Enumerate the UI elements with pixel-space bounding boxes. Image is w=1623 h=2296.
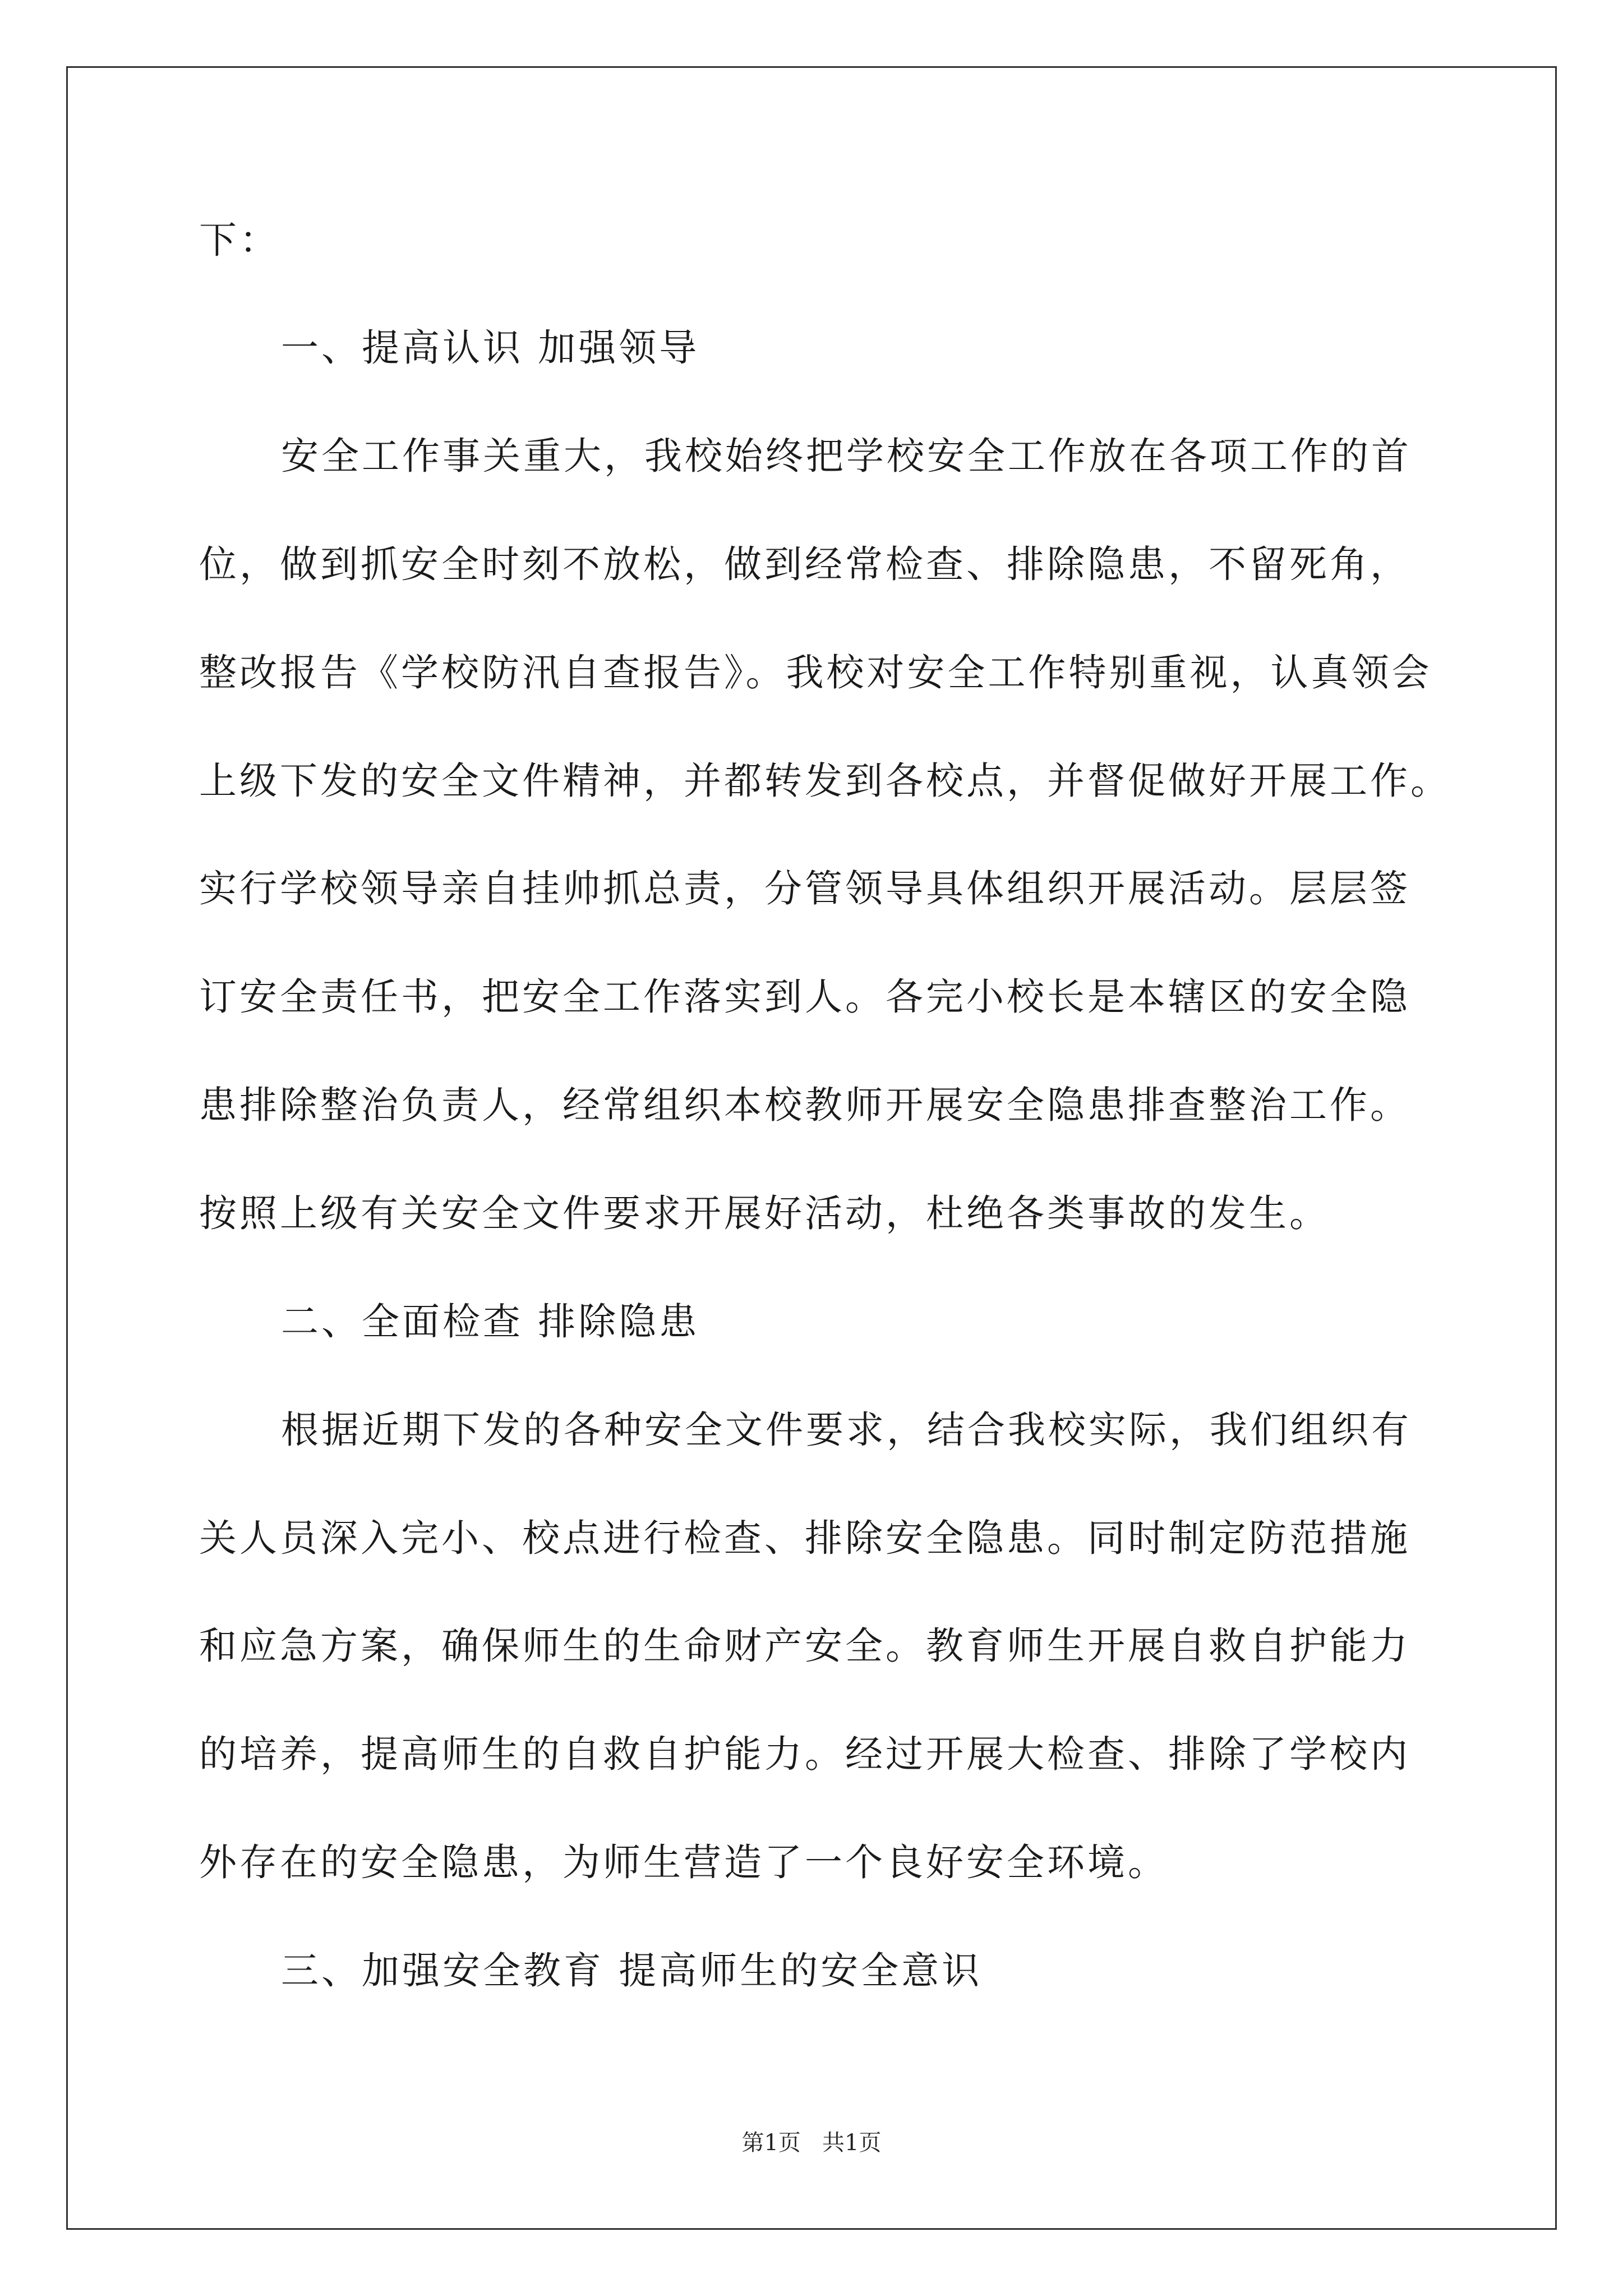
paragraph-2-line-5: 外存在的安全隐患，为师生营造了一个良好安全环境。 — [199, 1841, 1168, 1884]
section-heading-3: 三、加强安全教育 提高师生的安全意识 — [281, 1949, 983, 1993]
paragraph-1-line-7: 患排除整治负责人，经常组织本校教师开展安全隐患排查整治工作。 — [199, 1083, 1410, 1127]
section-heading-2: 二、全面检查 排除隐患 — [281, 1300, 700, 1343]
paragraph-2-line-1: 根据近期下发的各种安全文件要求，结合我校实际，我们组织有 — [281, 1408, 1412, 1452]
paragraph-1-line-2: 位，做到抓安全时刻不放松，做到经常检查、排除隐患，不留死角， — [199, 542, 1410, 586]
text-line: 下： — [199, 218, 280, 262]
paragraph-1-line-3: 整改报告《学校防汛自查报告》。我校对安全工作特别重视，认真领会 — [199, 651, 1432, 694]
paragraph-1-line-1: 安全工作事关重大，我校始终把学校安全工作放在各项工作的首 — [281, 434, 1412, 478]
paragraph-1-line-8: 按照上级有关安全文件要求开展好活动，杜绝各类事故的发生。 — [199, 1191, 1330, 1235]
page-border — [66, 66, 1557, 2230]
paragraph-2-line-3: 和应急方案，确保师生的生命财产安全。教育师生开展自救自护能力 — [199, 1624, 1410, 1668]
paragraph-1-line-5: 实行学校领导亲自挂帅抓总责，分管领导具体组织开展活动。层层签 — [199, 867, 1410, 910]
paragraph-1-line-4: 上级下发的安全文件精神，并都转发到各校点，并督促做好开展工作。 — [199, 759, 1451, 803]
page-footer: 第1页 共1页 — [741, 2130, 882, 2156]
section-heading-1: 一、提高认识 加强领导 — [281, 326, 700, 370]
paragraph-2-line-2: 关人员深入完小、校点进行检查、排除安全隐患。同时制定防范措施 — [199, 1516, 1410, 1560]
paragraph-2-line-4: 的培养，提高师生的自救自护能力。经过开展大检查、排除了学校内 — [199, 1732, 1410, 1776]
paragraph-1-line-6: 订安全责任书，把安全工作落实到人。各完小校长是本辖区的安全隐 — [199, 975, 1410, 1019]
